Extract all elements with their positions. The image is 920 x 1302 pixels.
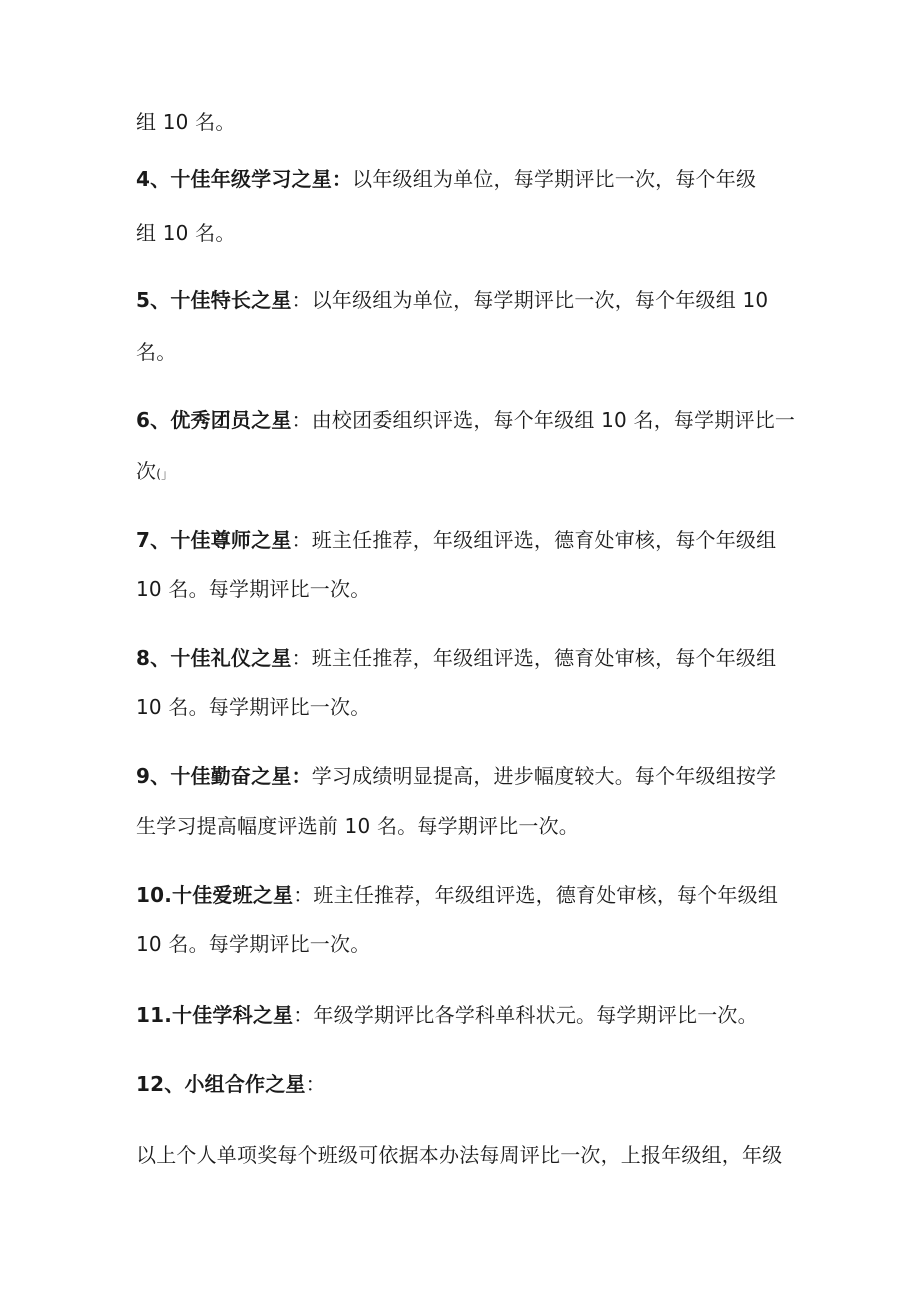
text-line: 次(」 (136, 459, 174, 483)
item-number: 11. (136, 1003, 173, 1027)
item-text: 以年级组为单位，每学期评比一次，每个年级 (352, 167, 757, 191)
item-title: 优秀团员之星 (170, 408, 292, 432)
item-title: 十佳年级学习之星： (170, 167, 353, 191)
item-12-line (136, 1069, 326, 1099)
item-9-line (136, 761, 776, 791)
item-title: 十佳尊师之星 (170, 528, 292, 552)
item-8-line (136, 643, 776, 673)
text-line: 10 名。每学期评比一次。 (136, 932, 371, 956)
item-7-line (136, 525, 776, 555)
item-title: 十佳爱班之星 (172, 883, 294, 907)
item-title: 十佳勤奋之星： (170, 764, 312, 788)
item-text: ：由校团委组织评选，每个年级组 10 名，每学期评比一 (291, 408, 796, 432)
item-text: ：班主任推荐，年级组评选，德育处审核，每个年级组 (291, 646, 777, 670)
item-4-line (136, 164, 756, 194)
item-text: 学习成绩明显提高，进步幅度较大。每个年级组按学 (311, 764, 777, 788)
item-number: 8、 (136, 646, 171, 670)
item-title: 十佳学科之星 (172, 1003, 294, 1027)
stray-mark: (」 (156, 467, 174, 481)
text-line: 组 10 名。 (136, 221, 236, 245)
item-6-line (136, 405, 795, 435)
item-number: 12、 (136, 1072, 185, 1096)
text-line: 名。 (136, 340, 177, 364)
text-line: 10 名。每学期评比一次。 (136, 577, 371, 601)
item-number: 4、 (136, 167, 171, 191)
text-line: 生学习提高幅度评选前 10 名。每学期评比一次。 (136, 814, 579, 838)
text-line: 10 名。每学期评比一次。 (136, 695, 371, 719)
item-number: 9、 (136, 764, 171, 788)
item-number: 7、 (136, 528, 171, 552)
item-text: ：年级学期评比各学科单科状元。每学期评比一次。 (293, 1003, 758, 1027)
item-title: 十佳特长之星 (170, 288, 292, 312)
item-10-line (136, 880, 778, 910)
item-text: ：班主任推荐，年级组评选，德育处审核，每个年级组 (291, 528, 777, 552)
item-title: 十佳礼仪之星 (170, 646, 292, 670)
item-text: ： (305, 1072, 326, 1096)
item-title: 小组合作之星 (184, 1072, 306, 1096)
item-text: ：以年级组为单位，每学期评比一次，每个年级组 10 (291, 288, 769, 312)
item-number: 10. (136, 883, 173, 907)
text-line: 组 10 名。 (136, 110, 236, 134)
item-number: 6、 (136, 408, 171, 432)
item-11-line (136, 1000, 758, 1030)
item-5-line (136, 285, 768, 315)
item-number: 5、 (136, 288, 171, 312)
item-text: ：班主任推荐，年级组评选，德育处审核，每个年级组 (293, 883, 779, 907)
text-line: 以上个人单项奖每个班级可依据本办法每周评比一次，上报年级组，年级 (136, 1143, 783, 1167)
